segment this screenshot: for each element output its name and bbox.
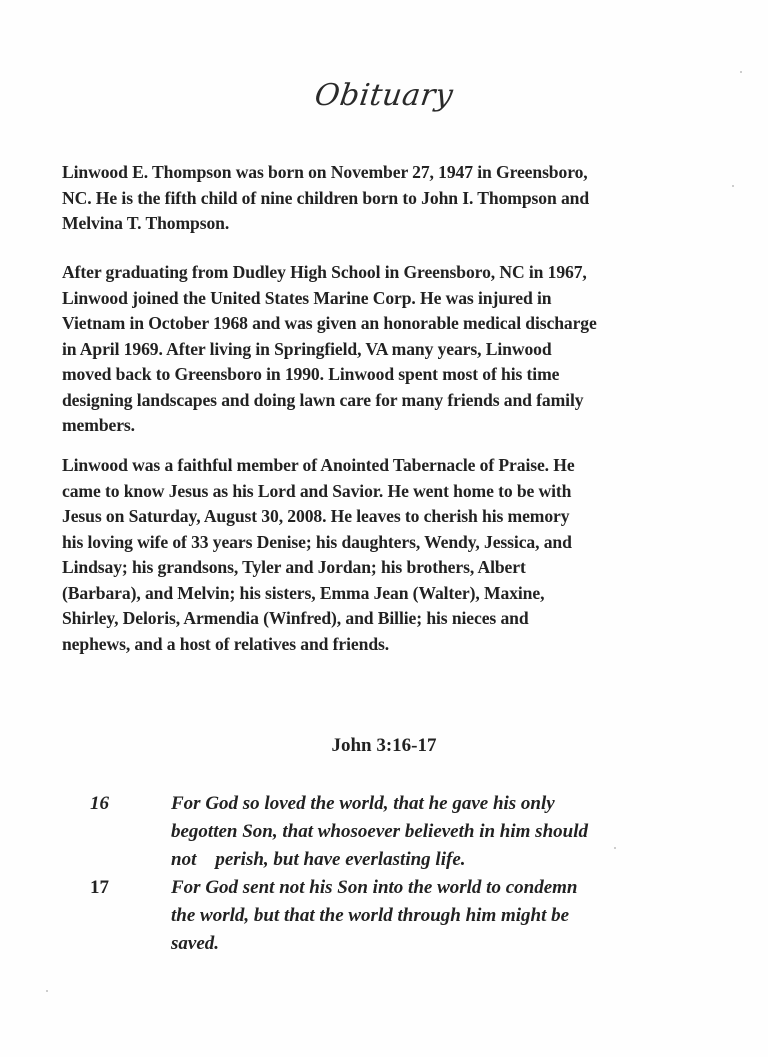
text-line: Linwood was a faithful member of Anointed Tabernacle of Praise. He [62, 455, 575, 475]
text-line: Melvina T. Thompson. [62, 213, 230, 233]
verse-text [171, 790, 588, 874]
verse-number: 16 [90, 793, 109, 814]
text-line: (Barbara), and Melvin; his sisters, Emma Jean (Walter), Maxine, [62, 582, 545, 603]
text-line: not perish, but have everlasting life. [171, 849, 466, 870]
paragraph-career [62, 260, 734, 439]
text-line: came to know Jesus as his Lord and Savior. He went home to be with [62, 480, 572, 501]
text-line: Shirley, Deloris, Armendia (Winfred), and Billie; his nieces and [62, 608, 529, 628]
text-line: begotten Son, that whosoever believeth in him should [171, 821, 588, 842]
scan-speck [732, 185, 734, 187]
paragraph-birth [62, 160, 734, 237]
text-line: moved back to Greensboro in 1990. Linwood spent most of his time [62, 364, 560, 384]
text-line: For God so loved the world, that he gave his only [171, 793, 555, 814]
text-line: the world, but that the world through him might be [171, 905, 570, 926]
text-line: designing landscapes and doing lawn care for many friends and family [62, 389, 584, 410]
text-line: his loving wife of 33 years Denise; his daughters, Wendy, Jessica, and [62, 531, 572, 552]
text-line: NC. He is the fifth child of nine children born to John I. Thompson and [62, 187, 590, 208]
verse-number: 17 [90, 877, 109, 898]
scan-speck [740, 71, 742, 73]
scan-speck [46, 990, 48, 992]
text-line: saved. [171, 933, 220, 954]
paragraph-family [62, 453, 734, 657]
text-line: For God sent not his Son into the world to condemn [171, 877, 578, 898]
text-line: Lindsay; his grandsons, Tyler and Jordan; his brothers, Albert [62, 557, 526, 577]
text-line: Linwood joined the United States Marine Corp. He was injured in [62, 287, 552, 308]
verse-text [171, 874, 578, 958]
text-line: Jesus on Saturday, August 30, 2008. He leaves to cherish his memory [62, 506, 570, 526]
page-title: Obituary [312, 78, 456, 113]
scan-speck [614, 847, 616, 849]
text-line: in April 1969. After living in Springfield, VA many years, Linwood [62, 338, 552, 359]
scripture-reference: John 3:16-17 [331, 735, 437, 756]
text-line: Linwood E. Thompson was born on November 27, 1947 in Greensboro, [62, 162, 588, 182]
text-line: Vietnam in October 1968 and was given an honorable medical discharge [62, 313, 597, 333]
text-line: After graduating from Dudley High School in Greensboro, NC in 1967, [62, 262, 587, 282]
text-line: nephews, and a host of relatives and friends. [62, 633, 390, 654]
text-line: members. [62, 415, 135, 435]
